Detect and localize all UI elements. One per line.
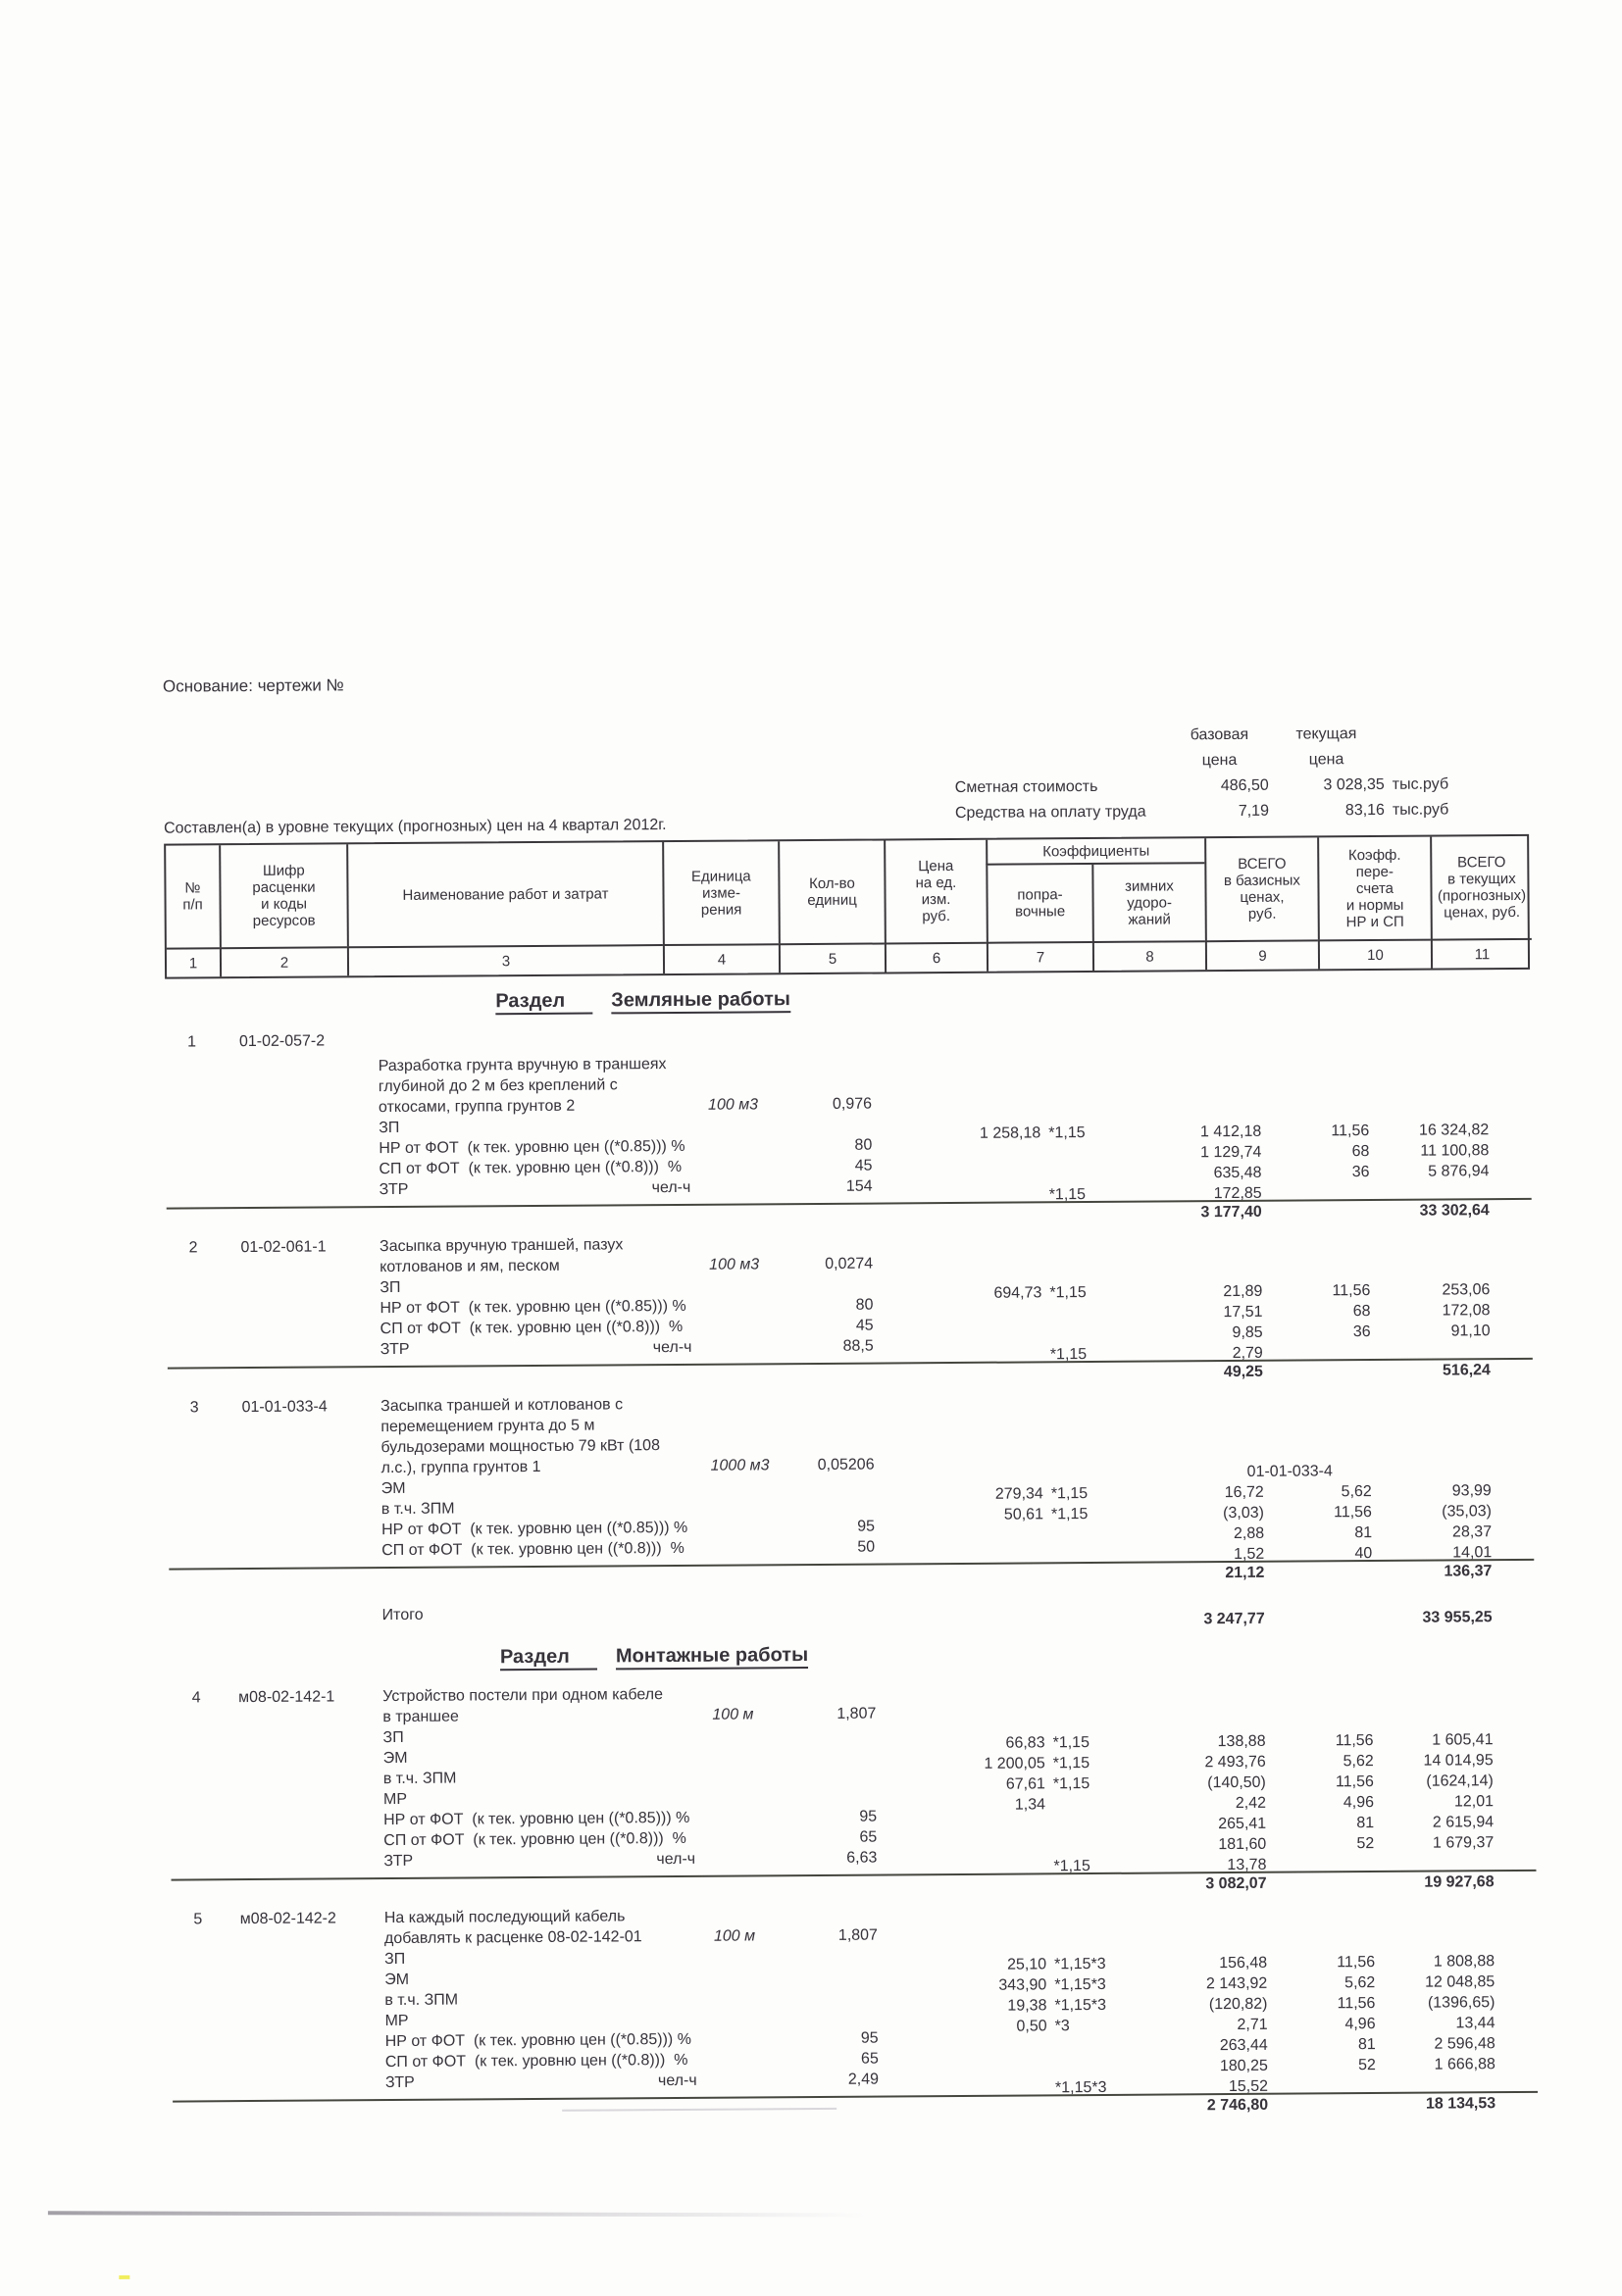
labor-funds-current: 83,16 [1344, 801, 1385, 820]
item-subtotal-current: 33 302,64 [1419, 1202, 1490, 1220]
total-current-value: 253,06 [1442, 1281, 1491, 1299]
coefficient: *1,15 [1048, 1124, 1086, 1142]
component-label: НР от ФОТ (к тек. уровню цен ((*0.85))) % [380, 1297, 686, 1318]
coefficient: *1,15*3 [1054, 2078, 1107, 2097]
item-subtotal-current: 18 134,53 [1425, 2095, 1496, 2113]
recalc-coef-value: 11,56 [1334, 1504, 1372, 1522]
total-basis-value: 172,85 [1213, 1184, 1262, 1203]
total-basis-value: 263,44 [1219, 2036, 1268, 2055]
column-number: 5 [779, 942, 885, 973]
item-quantity: 1,807 [837, 1926, 878, 1944]
component-quantity: 88,5 [842, 1337, 874, 1355]
column-number: 6 [885, 942, 987, 973]
recalc-coef-value: 81 [1357, 2036, 1376, 2054]
recalc-coef-value: 81 [1354, 1524, 1373, 1542]
component-label: НР от ФОТ (к тек. уровню цен ((*0.85))) % [383, 1809, 690, 1829]
col-header-coef-adjustment: попра- вочные [986, 865, 1092, 942]
component-label: в т.ч. ЗПМ [382, 1770, 457, 1788]
component-label: СП от ФОТ (к тек. уровню цен ((*0.8))) % [383, 1829, 686, 1850]
component-quantity: 6,63 [846, 1849, 878, 1867]
recalc-coef-value: 11,56 [1337, 1995, 1376, 2013]
item-name: в траншее [382, 1708, 459, 1726]
item-quantity: 0,0274 [825, 1255, 874, 1273]
recalc-coef-value: 5,62 [1344, 1974, 1376, 1992]
item-unit: 100 м3 [709, 1256, 760, 1273]
component-label: СП от ФОТ (к тек. уровню цен ((*0.8))) % [379, 1158, 683, 1178]
total-current-value: 91,10 [1450, 1323, 1491, 1340]
component-label: СП от ФОТ (к тек. уровню цен ((*0.8))) % [381, 1539, 684, 1560]
item-name: Разработка грунта вручную в траншеях [378, 1056, 667, 1075]
item-code: 01-02-057-2 [238, 1032, 326, 1051]
total-basis-value: 21,89 [1223, 1282, 1263, 1301]
component-quantity: 65 [860, 2050, 879, 2068]
item-subtotal-current: 19 927,68 [1424, 1873, 1495, 1891]
component-quantity: 80 [855, 1296, 874, 1314]
basis-price-header: базовая [1190, 725, 1249, 744]
component-label: ЗП [382, 1728, 404, 1747]
recalc-coef-value: 68 [1351, 1143, 1370, 1161]
component-label: НР от ФОТ (к тек. уровню цен ((*0.85))) % [379, 1137, 685, 1158]
labor-funds-label: Средства на оплату труда [954, 803, 1146, 822]
recalc-coef-value: 5,62 [1341, 1483, 1372, 1501]
unit-price: 0,50 [1016, 2018, 1047, 2035]
component-unit: чел-ч [651, 1178, 691, 1197]
total-basis-value: 265,41 [1218, 1815, 1267, 1833]
total-basis-value: (120,82) [1208, 1995, 1268, 2014]
recalc-coef-value: 52 [1358, 2057, 1376, 2074]
column-number: 3 [347, 944, 663, 975]
total-basis-value: 635,48 [1213, 1164, 1262, 1182]
component-label: ЭМ [384, 1971, 410, 1989]
total-current-value: (1624,14) [1426, 1772, 1494, 1790]
column-number: 8 [1092, 940, 1205, 971]
total-basis-value: 181,60 [1218, 1835, 1267, 1854]
column-number: 7 [987, 941, 1092, 972]
current-price-header-2: цена [1308, 751, 1344, 769]
item-name: На каждый последующий кабель [383, 1908, 626, 1927]
item-name: котлованов и ям, песком [380, 1257, 560, 1276]
component-label: НР от ФОТ (к тек. уровню цен ((*0.85))) % [384, 2030, 691, 2051]
total-basis-value: 156,48 [1219, 1954, 1268, 1972]
total-basis-value: 9,85 [1232, 1323, 1263, 1342]
component-label: в т.ч. ЗПМ [380, 1500, 455, 1519]
total-current-value: 2 615,94 [1432, 1814, 1495, 1831]
total-basis-value: 15,52 [1228, 2077, 1269, 2096]
total-current-value: 172,08 [1442, 1302, 1491, 1320]
unit-price: 67,61 [1005, 1775, 1045, 1793]
recalc-coef-value: 11,56 [1335, 1732, 1374, 1750]
coefficient: *1,15 [1050, 1506, 1089, 1523]
item-name: Засыпка траншей и котлованов с [380, 1396, 624, 1416]
total-current-value: 93,99 [1451, 1482, 1492, 1500]
section-title [170, 1639, 1535, 1676]
total-current-value: 16 324,82 [1418, 1122, 1490, 1139]
item-subtotal-basis: 21,12 [1225, 1564, 1265, 1582]
col-header-coefficients-group: Коэффициенты [986, 838, 1204, 866]
estimated-cost-unit: тыс.руб [1392, 775, 1449, 793]
recalc-coef-value: 11,56 [1337, 1954, 1376, 1972]
recalc-coef-value: 5,62 [1343, 1753, 1374, 1771]
component-quantity: 95 [857, 1518, 876, 1535]
unit-price: 66,83 [1005, 1734, 1045, 1752]
component-label: ЗП [379, 1119, 400, 1137]
unit-price: 279,34 [994, 1485, 1043, 1503]
summary-header-row-2 [954, 746, 1470, 775]
component-quantity: 45 [854, 1157, 873, 1174]
basis-price-header-2: цена [1201, 751, 1238, 770]
recalc-coef-value: 11,56 [1331, 1123, 1370, 1140]
section-total-current: 33 955,25 [1422, 1609, 1493, 1626]
col-header-coef-winter: зимних удоро- жаний [1091, 864, 1205, 941]
total-current-value: 2 596,48 [1434, 2035, 1495, 2053]
coefficient: *1,15*3 [1054, 1955, 1106, 1973]
component-quantity: 65 [859, 1828, 878, 1846]
component-quantity: 50 [857, 1538, 876, 1556]
total-current-value: 1 605,41 [1432, 1731, 1494, 1749]
coefficient: *3 [1054, 2018, 1070, 2035]
current-price-header: текущая [1295, 725, 1357, 743]
component-unit: чел-ч [652, 1338, 692, 1357]
total-basis-value: 1,52 [1234, 1545, 1265, 1564]
component-label: СП от ФОТ (к тек. уровню цен ((*0.8))) % [384, 2051, 688, 2071]
unit-price: 1,34 [1014, 1796, 1046, 1814]
unit-price: 19,38 [1007, 1997, 1047, 2015]
coefficient: *1,15 [1052, 1775, 1090, 1793]
item-subtotal-basis: 3 177,40 [1200, 1203, 1262, 1222]
coefficient: *1,15 [1050, 1485, 1089, 1503]
total-current-value: 14,01 [1452, 1544, 1493, 1562]
coefficient: *1,15*3 [1054, 1975, 1106, 1994]
coefficient: *1,15*3 [1054, 1996, 1106, 2015]
total-current-value: 1 808,88 [1433, 1953, 1495, 1971]
total-current-value: 12 048,85 [1425, 1973, 1495, 1991]
recalc-coef-value: 36 [1351, 1164, 1370, 1181]
col-header-unit: Единица изме- рения [662, 841, 779, 944]
item-subtotal-basis: 49,25 [1223, 1363, 1263, 1381]
recalc-coef-value: 11,56 [1332, 1282, 1371, 1300]
item-unit: 100 м3 [707, 1096, 759, 1114]
component-label: ЗТР [384, 2073, 415, 2092]
total-basis-value: 138,88 [1217, 1732, 1266, 1751]
compiled-note: Составлен(а) в уровне текущих (прогнозных) цен на 4 квартал 2012г. [163, 817, 667, 837]
component-quantity: 2,49 [847, 2071, 880, 2088]
column-number: 9 [1205, 939, 1318, 970]
total-current-value: 13,44 [1455, 2015, 1495, 2032]
coefficient: *1,15 [1052, 1755, 1090, 1772]
scan-artifact-yellow-dash [119, 2275, 129, 2279]
item-number: 3 [189, 1399, 199, 1417]
labor-funds-unit: тыс.руб [1392, 801, 1449, 819]
total-basis-value: 2 143,92 [1205, 1974, 1268, 1993]
component-label: ЗП [380, 1278, 401, 1297]
item-name: откосами, группа грунтов 2 [378, 1097, 576, 1117]
column-number: 4 [663, 943, 779, 973]
section-total-label: Итого [381, 1606, 424, 1624]
item-code: м08-02-142-2 [239, 1910, 336, 1928]
item-header-line [165, 1024, 1530, 1055]
component-quantity: 80 [854, 1136, 873, 1154]
column-number: 10 [1318, 939, 1431, 970]
total-current-value: (1396,65) [1427, 1994, 1495, 2012]
item-name: перемещением грунта до 5 м [380, 1417, 595, 1436]
item-code: м08-02-142-1 [238, 1688, 335, 1707]
total-current-value: (35,03) [1442, 1503, 1492, 1521]
recalc-coef-value: 36 [1352, 1323, 1371, 1341]
section-total-basis: 3 247,77 [1203, 1610, 1265, 1628]
col-header-name: Наименование работ и затрат [346, 842, 663, 946]
unit-price: 694,73 [993, 1284, 1042, 1302]
component-unit: чел-ч [656, 1850, 696, 1869]
component-label: ЗП [384, 1950, 406, 1969]
item-number: 4 [191, 1689, 201, 1707]
estimated-cost-label: Сметная стоимость [954, 777, 1098, 796]
total-basis-value: 2,79 [1232, 1344, 1263, 1363]
component-label: НР от ФОТ (к тек. уровню цен ((*0.85))) % [380, 1519, 688, 1539]
total-basis-value: 13,78 [1227, 1856, 1267, 1874]
item-unit: 100 м [712, 1706, 754, 1723]
recalc-coef-value: 68 [1352, 1303, 1371, 1321]
coefficient: *1,15 [1052, 1734, 1090, 1752]
section-name: Монтажные работы [616, 1644, 808, 1670]
component-label: ЗТР [380, 1340, 410, 1359]
total-basis-value: 1 412,18 [1199, 1123, 1262, 1141]
item-name: глубиной до 2 м без креплений с [378, 1076, 618, 1096]
unit-price: 25,10 [1007, 1956, 1047, 1973]
item-number: 5 [193, 1911, 203, 1928]
col-header-recalc-coef: Коэфф. пере- счета и нормы НР и СП [1317, 837, 1431, 940]
component-label: в т.ч. ЗПМ [384, 1991, 459, 2010]
estimate-body [165, 973, 1538, 2133]
section-title [165, 983, 1530, 1021]
recalc-coef-value: 11,56 [1335, 1773, 1374, 1791]
section-total-line [170, 1599, 1535, 1631]
scan-artifact-line [48, 2211, 901, 2217]
item-name: Засыпка вручную траншей, пазух [379, 1236, 624, 1256]
recalc-coef-value: 4,96 [1343, 1794, 1375, 1812]
total-current-value: 11 100,88 [1420, 1142, 1490, 1160]
component-label: МР [384, 2012, 409, 2030]
total-basis-value: (140,50) [1207, 1773, 1266, 1792]
total-basis-value: 180,25 [1219, 2057, 1268, 2075]
coefficient: *1,15 [1053, 1858, 1090, 1875]
column-number: 2 [220, 946, 347, 976]
total-basis-value: 16,72 [1224, 1483, 1264, 1502]
item-unit: 1000 м3 [710, 1457, 770, 1474]
item-subtotal-basis: 3 082,07 [1205, 1874, 1267, 1893]
item-quantity: 0,976 [832, 1095, 873, 1113]
coefficient: *1,15 [1048, 1186, 1087, 1204]
unit-price: 50,61 [1003, 1506, 1044, 1523]
col-header-code: Шифр расценки и коды ресурсов [219, 844, 347, 947]
item-code: 01-02-061-1 [240, 1238, 327, 1257]
total-basis-value: 1 129,74 [1200, 1143, 1262, 1162]
cost-summary-block [954, 721, 1471, 826]
total-current-value: 14 014,95 [1423, 1752, 1494, 1770]
estimated-cost-basis: 486,50 [1220, 776, 1269, 795]
component-quantity: 95 [859, 1808, 878, 1825]
component-quantity: 154 [845, 1177, 873, 1195]
component-unit: чел-ч [657, 2071, 697, 2090]
unit-price: 1 258,18 [979, 1124, 1041, 1142]
total-current-value: 5 876,94 [1428, 1163, 1490, 1180]
total-current-value: 28,37 [1451, 1523, 1493, 1541]
recalc-coef-value: 81 [1356, 1815, 1375, 1832]
item-number: 1 [187, 1033, 197, 1051]
estimated-cost-current: 3 028,35 [1323, 775, 1385, 794]
section-name: Земляные работы [611, 988, 790, 1014]
coefficient: *1,15 [1049, 1346, 1088, 1364]
item-subtotal-basis: 2 746,80 [1206, 2096, 1269, 2115]
coefficient: *1,15 [1049, 1284, 1087, 1302]
item-name: бульдозерами мощностью 79 кВт (108 [380, 1437, 661, 1457]
recalc-coef-value: 40 [1354, 1545, 1373, 1563]
total-current-value: 12,01 [1453, 1793, 1495, 1811]
col-header-num: № п/п [182, 879, 203, 914]
recalc-coef-value: 4,96 [1344, 2016, 1376, 2033]
total-basis-value: 2,88 [1233, 1524, 1265, 1543]
item-number: 2 [188, 1239, 198, 1257]
total-basis-value: 2,71 [1237, 2016, 1268, 2033]
estimate-table-header [164, 834, 1530, 979]
section-word: Раздел [500, 1646, 597, 1672]
item-quantity: 1,807 [836, 1705, 877, 1722]
section-word: Раздел [495, 990, 592, 1016]
summary-header-row-1 [954, 721, 1470, 750]
item-subtotal-current: 516,24 [1442, 1362, 1491, 1379]
total-current-value: 1 679,37 [1432, 1834, 1495, 1852]
component-quantity: 45 [855, 1317, 874, 1334]
total-basis-value: 17,51 [1223, 1303, 1263, 1322]
unit-price: 1 200,05 [984, 1755, 1045, 1772]
component-label: МР [382, 1790, 408, 1809]
item-name: л.с.), группа грунтов 1 [380, 1458, 541, 1477]
component-label: ЭМ [382, 1749, 408, 1768]
column-number: 11 [1431, 938, 1532, 969]
component-quantity: 95 [860, 2029, 879, 2047]
basis-note: Основание: чертежи № [162, 675, 344, 696]
component-label: ЭМ [380, 1479, 406, 1498]
item-quantity: 0,05206 [817, 1456, 875, 1473]
unit-price: 343,90 [998, 1976, 1047, 1994]
col-header-price: Цена на ед. изм. руб. [884, 840, 987, 943]
estimated-cost-row [955, 772, 1471, 801]
total-basis-value: 2 493,76 [1204, 1753, 1266, 1772]
total-basis-value: 2,42 [1235, 1794, 1267, 1812]
col-header-total-basis: ВСЕГО в базисных ценах, руб. [1204, 837, 1318, 940]
labor-funds-row [955, 797, 1471, 826]
item-ref-code: 01-01-033-4 [1246, 1463, 1333, 1480]
component-label: ЗТР [383, 1852, 414, 1871]
total-current-value: 1 666,88 [1434, 2056, 1495, 2073]
column-number: 1 [167, 947, 220, 976]
total-basis-value: (3,03) [1223, 1504, 1264, 1522]
item-name: Устройство постели при одном кабеле [382, 1686, 664, 1706]
item-code: 01-01-033-4 [241, 1398, 328, 1417]
item-name: добавлять к расценке 08-02-142-01 [383, 1928, 642, 1948]
component-label: СП от ФОТ (к тек. уровню цен ((*0.8))) % [380, 1318, 684, 1338]
col-header-qty: Кол-во единиц [778, 840, 885, 943]
item-unit: 100 м [713, 1927, 756, 1945]
col-header-total-current: ВСЕГО в текущих (прогнозных) ценах, руб. [1430, 836, 1532, 939]
labor-funds-basis: 7,19 [1238, 802, 1269, 820]
item-subtotal-current: 136,37 [1444, 1563, 1493, 1580]
component-label: ЗТР [379, 1180, 409, 1199]
recalc-coef-value: 52 [1356, 1835, 1375, 1853]
